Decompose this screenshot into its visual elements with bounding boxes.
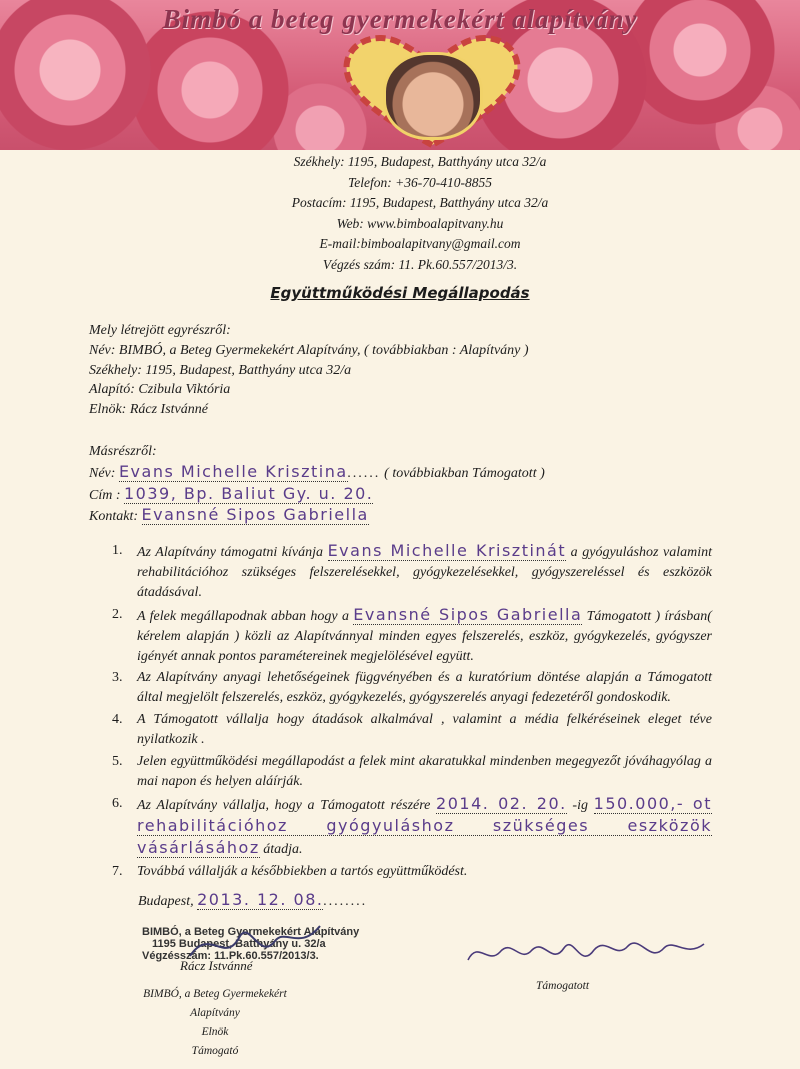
contact-block xyxy=(0,152,800,276)
party1-block xyxy=(89,321,529,420)
party2-name-row: Név: Evans Michelle Krisztina...... ( továbbiakban Támogatott ) xyxy=(89,461,545,481)
party2-contact-label: Kontakt: xyxy=(89,509,138,525)
clause-item: 5. Jelen együttműködési megállapodást a felek mint akaratukkal mindenben megegyezőt jóváhagyólag a mai napon és helyen aláírják. xyxy=(112,754,712,789)
party2-address-row xyxy=(89,484,545,506)
child-photo xyxy=(383,52,483,140)
email-line: E-mail:bimboalapitvany@gmail.com xyxy=(319,236,521,252)
party2-intro: Másrészről: xyxy=(89,444,157,459)
clause-item: 2. A felek megállapodnak abban hogy a Evansné Sipos Gabriella Támogatott ) írásban( kérelem alapján ) közli az Alapítvánnyal minden egyes felszerelés, eszköz, gyógykezelés, gyógyszer igényét annak pontos paramétereinek megjelölésével együtt. xyxy=(112,604,712,664)
handwritten-beneficiary: Evans Michelle Krisztinát xyxy=(327,541,567,560)
president-name: Rácz Istvánné xyxy=(180,958,253,973)
handwritten-contact: Evansné Sipos Gabriella xyxy=(353,604,583,624)
clause-item: 1. Az Alapítvány támogatni kívánja Evans Michelle Krisztinát a gyógyuláshoz valamint rehabilitációhoz szükséges felszerelésekkel, gyógykezelésekkel, gyógyszereléssel és eszközök átadásával. xyxy=(112,541,712,600)
beneficiary-signature-icon xyxy=(460,930,720,980)
party2-address-label: Cím : xyxy=(89,487,121,503)
clause-item: 6. Az Alapítvány vállalja, hogy a Támogatott részére 2014. 02. 20. -ig 150.000,- ot rehabilitációhoz gyógyuláshoz szükséges eszközök vásárlásához átadja. xyxy=(112,793,712,857)
party2-contact-row xyxy=(89,505,545,527)
party2-address-value: 1039, Bp. Baliut Gy. u. 20. xyxy=(124,483,374,503)
supporter-signature-block: BIMBÓ, a Beteg Gyermekekért Alapítvány Elnök Támogató xyxy=(143,988,287,1057)
web-line: Web: www.bimboalapitvany.hu xyxy=(336,215,504,231)
handwritten-amount: 150.000,- ot rehabilitációhoz gyógyuláshoz szükséges eszközök vásárlásához xyxy=(137,793,712,857)
document-title: Együttműködési Megállapodás xyxy=(270,284,530,302)
foundation-stamp: BIMBÓ, a Beteg Gyermekekért Alapítvány 1195 Budapest, Batthyány u. 32/a Végzésszám: 11.Pk.60.557/2013/3. xyxy=(142,926,360,962)
clauses-list xyxy=(112,541,712,884)
date-value: 2013. 12. 08. xyxy=(197,890,324,909)
header-banner xyxy=(0,0,800,150)
postal-line: Postacím: 1195, Budapest, Batthyány utca 32/a xyxy=(291,195,549,211)
foundation-name: Bimbó a beteg gyermekekért alapítvány xyxy=(162,4,638,34)
place-date: Budapest, 2013. 12. 08......... xyxy=(138,890,368,909)
clause-item: 3. Az Alapítvány anyagi lehetőségeinek függvényében és a kuratórium döntése alapján a Támogatott által megjelölt felszerelés, eszköz, gyógykezelés, gyógyszerelés anyagi fedezetéről gondoskodik. xyxy=(112,670,712,706)
place-label: Budapest, xyxy=(138,894,194,909)
party2-contact-value: Evansné Sipos Gabriella xyxy=(141,505,369,525)
clause-item: 4. A Támogatott vállalja hogy átadások alkalmával , valamint a média felkéréseinek eleget téve nyilatkozik . xyxy=(112,712,712,748)
beneficiary-role: Támogatott xyxy=(536,980,590,992)
handwritten-deadline: 2014. 02. 20. xyxy=(436,793,567,813)
party1-president: Elnök: Rácz Istvánné xyxy=(89,402,208,418)
party2-name-suffix: ( továbbiakban Támogatott ) xyxy=(384,465,545,481)
party2-block xyxy=(89,442,545,527)
seat-line: Székhely: 1195, Budapest, Batthyány utca 32/a xyxy=(293,154,547,169)
clause-item: 7. Továbbá vállalják a későbbiekben a tartós együttműködést. xyxy=(112,863,468,879)
party1-founder: Alapító: Czibula Viktória xyxy=(89,382,231,398)
party2-name-value: Evans Michelle Krisztina xyxy=(118,461,348,481)
ruling-line: Végzés szám: 11. Pk.60.557/2013/3. xyxy=(322,256,518,272)
phone-line: Telefon: +36-70-410-8855 xyxy=(348,174,492,190)
party1-intro: Mely létrejött egyrészről: xyxy=(89,323,231,338)
party1-name: Név: BIMBÓ, a Beteg Gyermekekért Alapítvány, ( továbbiakban : Alapítvány ) xyxy=(89,342,529,358)
party1-seat: Székhely: 1195, Budapest, Batthyány utca 32/a xyxy=(89,362,352,378)
party2-name-label: Név: xyxy=(89,465,116,481)
